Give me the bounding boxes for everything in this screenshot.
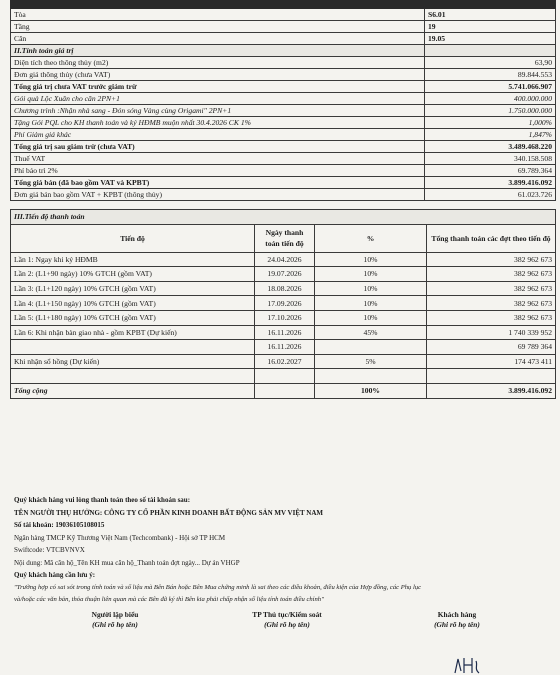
calc-label: Tổng giá bán (đã bao gồm VAT và KPBT) [11,177,425,189]
schedule-step: Lần 6: Khi nhận bàn giao nhà - gồm KPBT (Dự kiến) [11,325,255,340]
attention-heading: Quý khách hàng cần lưu ý: [14,571,96,579]
calc-label: Đơn giá bán bao gồm VAT + KPBT (thông thủy) [11,189,425,201]
row-label: Tòa [11,9,425,21]
clause-line-2: và/hoặc các văn bản, thỏa thuận liên quan mà các Bên đã ký thì Bên kia phải chấp nhận số liệu tính toán điều chỉnh" [14,596,324,603]
schedule-date [255,369,315,384]
calc-label: Chương trình :Nhận nhà sang - Đón sóng Vàng cùng Origami" 2PN+1 [11,105,425,117]
document-page [10,0,555,399]
schedule-row [11,252,556,267]
schedule-date: 24.04.2026 [255,252,315,267]
schedule-step: Lần 3: (L1+120 ngày) 10% GTCH (gồm VAT) [11,281,255,296]
calc-row [11,141,556,153]
total-amount: 3.899.416.092 [427,383,556,398]
schedule-amount: 69 789 364 [427,340,556,355]
schedule-amount: 382 962 673 [427,267,556,282]
signature-preparer [60,610,170,630]
schedule-step: Lần 2: (L1+90 ngày) 10% GTCH (gồm VAT) [11,267,255,282]
calc-row [11,189,556,201]
signature-controller [222,610,352,630]
schedule-amount: 1 740 339 952 [427,325,556,340]
payment-schedule-table [10,209,556,399]
calc-row [11,105,556,117]
calc-value: 69.789.364 [425,165,556,177]
calc-value: 89.844.553 [425,69,556,81]
calc-value: 340.158.508 [425,153,556,165]
schedule-amount [427,369,556,384]
row-value: 19 [425,21,556,33]
notes-intro: Quý khách hàng vui lòng thanh toán theo số tài khoản sau: [14,496,191,504]
signature-title: Khách hàng [437,610,477,619]
schedule-percent: 10% [315,310,427,325]
schedule-date: 18.08.2026 [255,281,315,296]
header-date: Ngày thanh toán tiến độ [255,224,315,252]
schedule-header-row [11,224,556,252]
header-amount: Tổng thanh toán các đợt theo tiến độ [427,224,556,252]
section-title: III.Tiến độ thanh toán [11,210,556,225]
clause-line-1: "Trường hợp có sai sót trong tính toán và số liệu mà Bên Bán hoặc Bên Mua chứng minh là sai theo các điều khoản, điều kiện của Hợp đồng, các Phụ lục [14,583,422,591]
calc-value: 400.000.000 [425,93,556,105]
calc-row [11,117,556,129]
schedule-percent: 10% [315,281,427,296]
schedule-row [11,369,556,384]
info-row-building [11,9,556,21]
schedule-date: 19.07.2026 [255,267,315,282]
schedule-row [11,267,556,282]
signature-title: Người lập biểu [91,610,139,619]
schedule-date: 16.02.2027 [255,354,315,369]
row-value: S6.01 [425,9,556,21]
schedule-amount: 174 473 411 [427,354,556,369]
schedule-percent: 10% [315,252,427,267]
table-header-cutoff [11,1,556,9]
calc-value: 3.489.468.220 [425,141,556,153]
schedule-amount: 382 962 673 [427,252,556,267]
schedule-row [11,281,556,296]
calc-value: 3.899.416.092 [425,177,556,189]
info-row-floor [11,21,556,33]
calc-label: Phí Giảm giá khác [11,129,425,141]
schedule-date: 16.11.2026 [255,325,315,340]
schedule-date: 17.10.2026 [255,310,315,325]
signature-subtitle: (Ghi rõ họ tên) [264,620,310,629]
calc-row [11,177,556,189]
calc-label: Phí bảo trì 2% [11,165,425,177]
signature-subtitle: (Ghi rõ họ tên) [434,620,480,629]
swift-code: Swiftcode: VTCBVNVX [14,546,85,554]
row-label: Tầng [11,21,425,33]
calc-value: 63,90 [425,57,556,69]
calc-label: Tổng giá trị chưa VAT trước giảm trừ [11,81,425,93]
row-value: 19.05 [425,33,556,45]
calc-row [11,129,556,141]
handwritten-signature [452,655,482,675]
account-number: Số tài khoản: 19036105108015 [14,521,105,529]
calc-row [11,69,556,81]
calc-label: Thuế VAT [11,153,425,165]
info-row-unit [11,33,556,45]
signature-customer [402,610,512,630]
calc-row [11,165,556,177]
calc-label: Diện tích theo thông thủy (m2) [11,57,425,69]
total-date-empty [255,383,315,398]
header-percent: % [315,224,427,252]
schedule-total-row [11,383,556,398]
schedule-amount: 382 962 673 [427,296,556,311]
bank-name: Ngân hàng TMCP Kỹ Thương Việt Nam (Techcombank) - Hội sở TP HCM [14,533,226,542]
signature-subtitle: (Ghi rõ họ tên) [92,620,138,629]
calc-row [11,153,556,165]
signature-title: TP Thủ tục/Kiểm soát [252,610,322,619]
schedule-amount: 382 962 673 [427,281,556,296]
schedule-step [11,340,255,355]
value-calculation-table [10,0,556,201]
header-step: Tiến độ [11,224,255,252]
payment-notes [14,494,554,607]
schedule-percent: 10% [315,296,427,311]
transfer-content: Nội dung: Mã căn hộ_Tên KH mua căn hộ_Thanh toán đợt ngày... Dự án VHGP [14,558,240,567]
schedule-row [11,340,556,355]
calc-row [11,93,556,105]
schedule-amount: 382 962 673 [427,310,556,325]
calc-label: Tặng Gói PQL cho KH thanh toán và ký HĐMB muộn nhất 30.4.2026 CK 1% [11,117,425,129]
total-percent: 100% [315,383,427,398]
schedule-row [11,354,556,369]
total-label: Tổng cộng [11,383,255,398]
calc-value: 61.023.726 [425,189,556,201]
schedule-row [11,325,556,340]
calc-row [11,81,556,93]
calc-label: Đơn giá thông thủy (chưa VAT) [11,69,425,81]
calc-value: 5.741.066.907 [425,81,556,93]
calc-label: Tổng giá trị sau giảm trừ (chưa VAT) [11,141,425,153]
row-label: Căn [11,33,425,45]
schedule-date: 17.09.2026 [255,296,315,311]
schedule-percent: 5% [315,354,427,369]
calc-row [11,57,556,69]
schedule-step: Khi nhận sổ hồng (Dự kiến) [11,354,255,369]
schedule-step: Lần 5: (L1+180 ngày) 10% GTCH (gồm VAT) [11,310,255,325]
schedule-date: 16.11.2026 [255,340,315,355]
schedule-percent: 45% [315,325,427,340]
schedule-step: Lần 1: Ngay khi ký HĐMB [11,252,255,267]
section-title: II.Tính toán giá trị [11,45,425,57]
section-header [11,210,556,225]
schedule-step: Lần 4: (L1+150 ngày) 10% GTCH (gồm VAT) [11,296,255,311]
calc-value: 1.750.000.000 [425,105,556,117]
beneficiary-name: TÊN NGƯỜI THỤ HƯỞNG: CÔNG TY CỔ PHẦN KINH DOANH BẤT ĐỘNG SẢN MV VIỆT NAM [14,508,323,517]
calc-value: 1,847% [425,129,556,141]
schedule-percent [315,369,427,384]
schedule-row [11,296,556,311]
schedule-row [11,310,556,325]
section-header [11,45,556,57]
schedule-percent [315,340,427,355]
calc-value: 1,000% [425,117,556,129]
calc-label: Gói quà Lộc Xuân cho căn 2PN+1 [11,93,425,105]
schedule-percent: 10% [315,267,427,282]
schedule-step [11,369,255,384]
